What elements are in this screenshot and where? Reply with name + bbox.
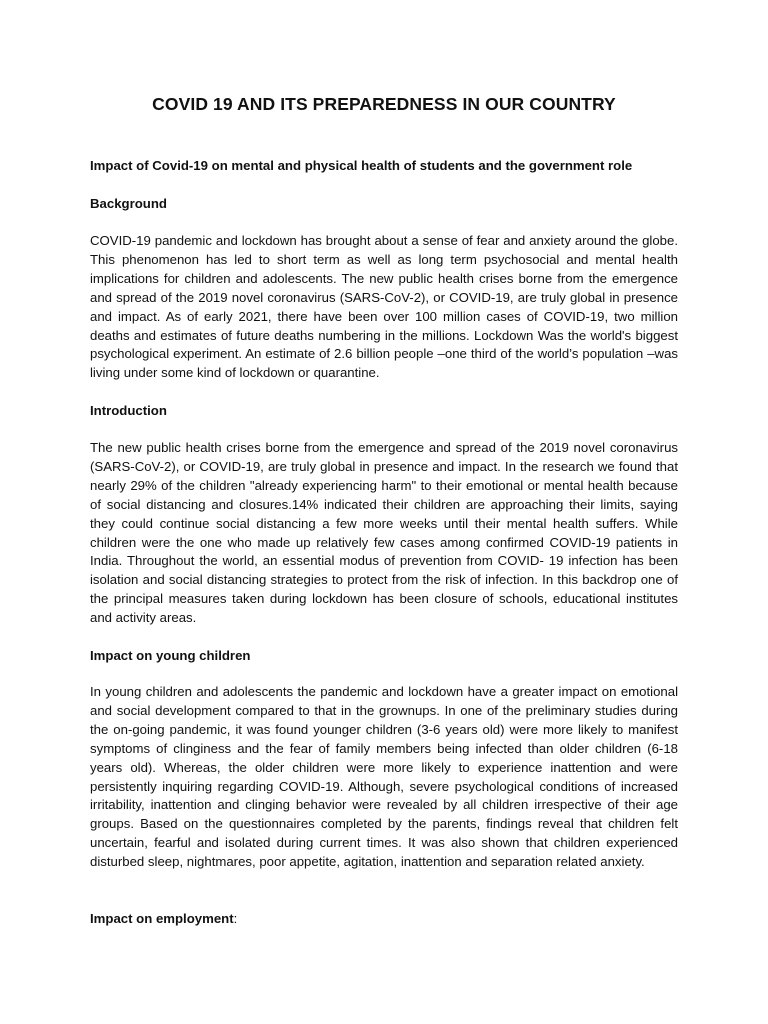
young-children-heading: Impact on young children — [90, 648, 251, 663]
document-title: COVID 19 AND ITS PREPAREDNESS IN OUR COUNTRY — [152, 94, 616, 114]
employment-heading-colon: : — [233, 911, 238, 926]
introduction-paragraph: The new public health crises borne from the emergence and spread of the 2019 novel coronavirus (SARS-CoV-2), or COVID-19, are truly global in presence and impact. In the research we found that nearly 29% of the children "already experiencing harm" to their emotional or mental health because of social distancing and closures.14% indicated their children are approaching their limits, saying they could continue social distancing a few more weeks until their mental health suffers. While children were the one who made up relatively few cases among confirmed COVID-19 patients in India. Throughout the world, an essential modus of prevention from COVID- 19 infection has been isolation and social distancing strategies to protect from the risk of infection. In this backdrop one of the principal measures taken during lockdown has been closure of schools, educational institutes and activity areas. — [90, 440, 678, 626]
introduction-heading: Introduction — [90, 403, 167, 418]
employment-heading-label: Impact on employment — [90, 911, 234, 926]
young-children-paragraph: In young children and adolescents the pandemic and lockdown have a greater impact on emotional and social development compared to that in the grownups. In one of the preliminary studies during the on-going pandemic, it was found younger children (3-6 years old) were more likely to manifest symptoms of clinginess and the fear of family members being infected than older children (6-18 years old). Whereas, the older children were more likely to experience inattention and were persistently inquiring regarding COVID-19. Although, severe psychological conditions of increased irritability, inattention and clinging behavior were revealed by all children irrespective of their age groups. Based on the questionnaires completed by the parents, findings reveal that children felt uncertain, fearful and isolated during current times. It was also shown that children experienced disturbed sleep, nightmares, poor appetite, agitation, inattention and separation related anxiety. — [90, 684, 678, 870]
background-heading: Background — [90, 196, 167, 211]
employment-heading — [90, 909, 237, 928]
background-paragraph: COVID-19 pandemic and lockdown has brought about a sense of fear and anxiety around the globe. This phenomenon has led to short term as well as long term psychosocial and mental health implications for children and adolescents. The new public health crises borne from the emergence and spread of the 2019 novel coronavirus (SARS-CoV-2), or COVID-19, are truly global in presence and impact. As of early 2021, there have been over 100 million cases of COVID-19, two million deaths and estimates of future deaths numbering in the millions. Lockdown Was the world's biggest psychological experiment. An estimate of 2.6 billion people –one third of the world’s population –was living under some kind of lockdown or quarantine. — [90, 233, 678, 381]
document-subtitle: Impact of Covid-19 on mental and physical health of students and the government role — [90, 158, 633, 173]
